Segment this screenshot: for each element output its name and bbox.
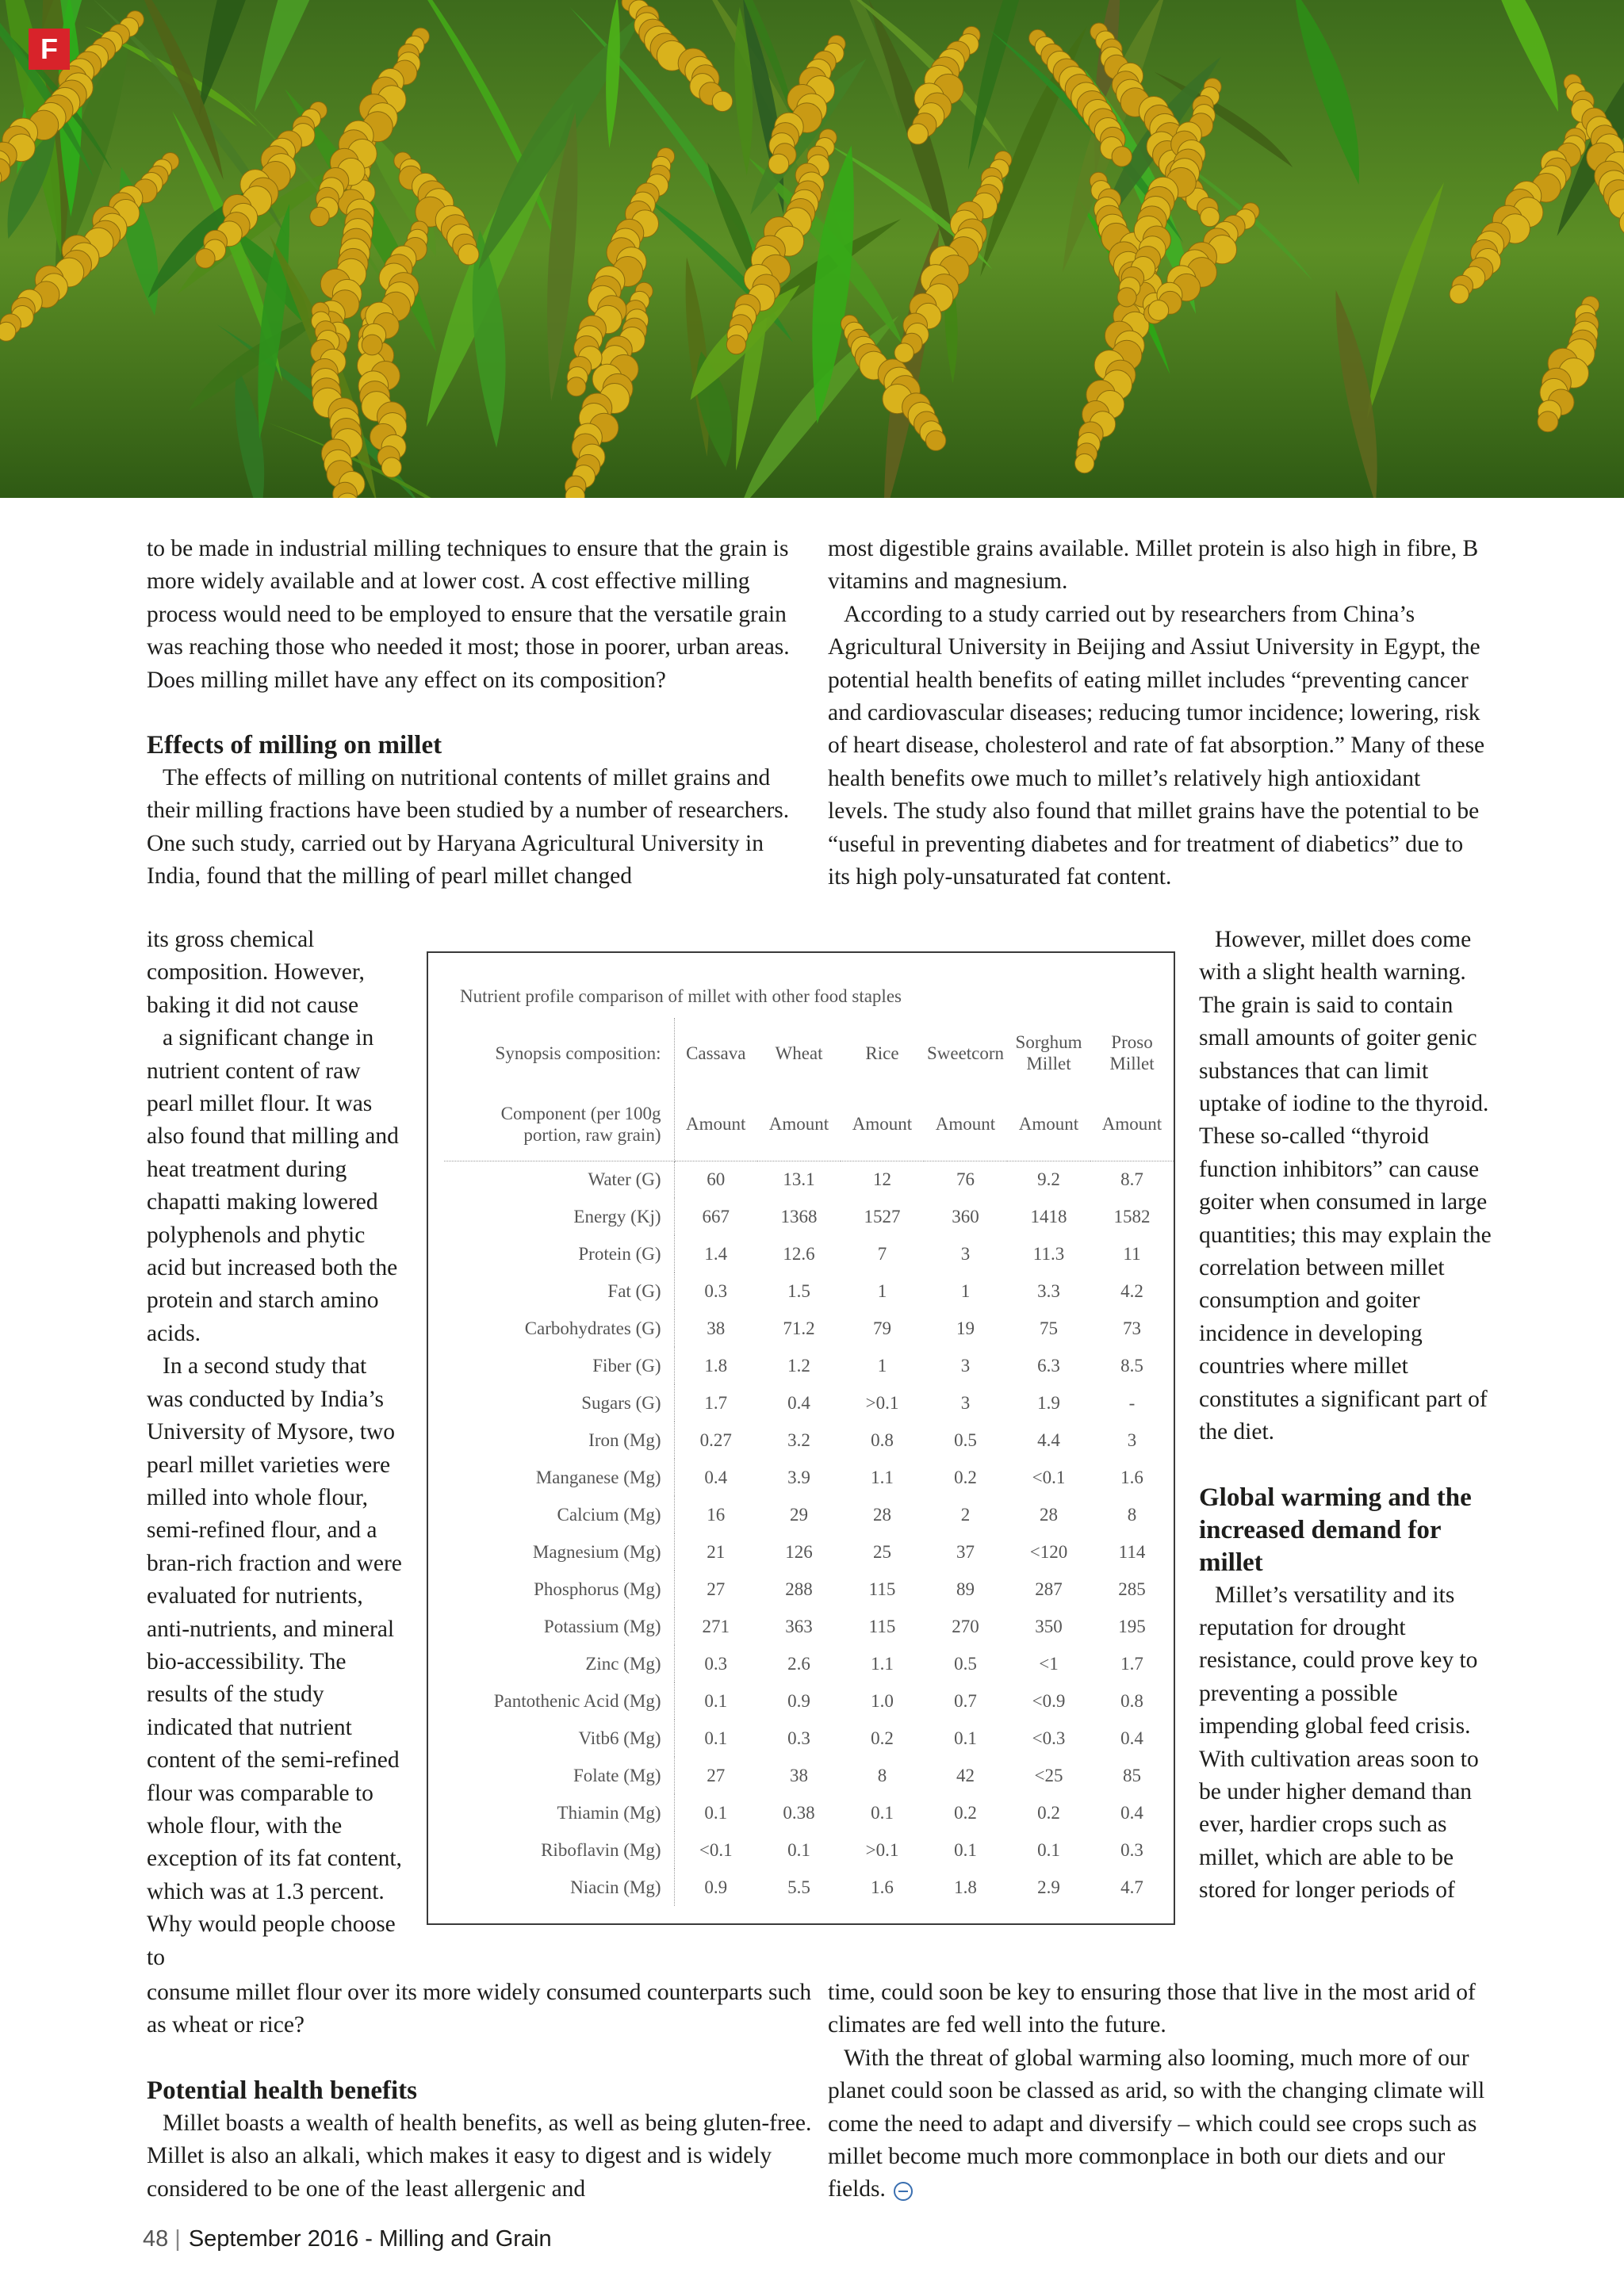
table-row (444, 1272, 1174, 1310)
row-label: Calcium (Mg) (444, 1496, 674, 1533)
amount-header: Amount (1090, 1088, 1174, 1161)
table-row (444, 1235, 1174, 1272)
table-cell: 350 (1035, 1616, 1063, 1636)
table-cell: 28 (1040, 1504, 1058, 1525)
table-header-row (444, 1018, 1174, 1088)
amount-header: Amount (1007, 1088, 1090, 1161)
heading-global-warming: Global warming and the increased demand for millet (1199, 1483, 1472, 1577)
table-cell: 4.4 (1037, 1429, 1060, 1450)
table-cell: 285 (1118, 1578, 1146, 1599)
table-cell: 0.4 (787, 1392, 810, 1413)
table-cell: 11 (1123, 1243, 1141, 1264)
table-cell: 0.2 (954, 1467, 977, 1487)
page-number: 48 (143, 2226, 169, 2252)
table-cell: >0.1 (865, 1839, 899, 1860)
paragraph-text: With the threat of global warming also looming, much more of our planet could soon be classed as arid, so with the changing climate will come the need to adapt and diversify – which could see crops such as millet become much more commonplace in both our diets and our fields. (828, 2045, 1485, 2202)
row-label: Water (G) (444, 1161, 674, 1198)
table-cell: 13.1 (783, 1169, 815, 1189)
table-row (444, 1831, 1174, 1869)
row-label: Fiber (G) (444, 1347, 674, 1384)
table-cell: 0.5 (954, 1429, 977, 1450)
table-cell: 0.1 (871, 1802, 894, 1823)
table-cell: 1 (960, 1280, 971, 1301)
paragraph (828, 2042, 1486, 2206)
section-badge: F (29, 29, 70, 70)
millet-field-illustration (0, 0, 1624, 498)
table-cell: 0.3 (1120, 1839, 1143, 1860)
table-cell: <0.1 (699, 1839, 733, 1860)
table-cell: 3.9 (787, 1467, 810, 1487)
row-label: Folate (Mg) (444, 1757, 674, 1794)
paragraph: According to a study carried out by researchers from China’s Agricultural University in Beijing and Assiut University in Egypt, the potential health benefits of eating millet includes “preventing cancer and cardiovascular diseases; reducing tumor incidence; lowering, risk of heart disease, cholesterol and rate of fat absorption.” Many of these health benefits owe much to millet’s relatively high antioxidant levels. The study also found that millet grains have the potential to be “useful in preventing diabetes and for treatment of diabetics” due to its high poly-unsaturated fat content. (828, 601, 1485, 890)
row-label: Sugars (G) (444, 1384, 674, 1422)
table-cell: 271 (702, 1616, 730, 1636)
table-cell: 71.2 (783, 1318, 815, 1338)
row-label: Zinc (Mg) (444, 1645, 674, 1682)
table-cell: 114 (1118, 1541, 1146, 1562)
table-cell: 1.8 (954, 1877, 977, 1897)
table-cell: 0.4 (704, 1467, 728, 1487)
table-cell: 1.6 (871, 1877, 894, 1897)
table-row (444, 1161, 1174, 1198)
table-cell: 115 (868, 1616, 896, 1636)
table-cell: 2.9 (1037, 1877, 1060, 1897)
table-cell: 8 (877, 1765, 887, 1785)
table-row (444, 1757, 1174, 1794)
table-cell: >0.1 (865, 1392, 899, 1413)
table-cell: 0.1 (704, 1728, 728, 1748)
table-cell: 0.27 (699, 1429, 732, 1450)
table-cell: 6.3 (1037, 1355, 1060, 1376)
table-cell: 363 (785, 1616, 813, 1636)
table-cell: 19 (956, 1318, 975, 1338)
table-cell: 1.8 (704, 1355, 728, 1376)
table-cell: 0.1 (954, 1728, 977, 1748)
paragraph: Millet’s versatility and its reputation for drought resistance, could prove key to preventing a possible impending global feed crisis. With cultivation areas soon to be under higher demand than ever, hardier crops such as millet, which are able to be stored for longer periods of (1199, 1582, 1479, 1904)
table-cell: 21 (707, 1541, 726, 1562)
table-row (444, 1682, 1174, 1720)
table-cell: 2.6 (787, 1653, 810, 1674)
table-cell: <0.1 (1032, 1467, 1066, 1487)
column-header: Rice (865, 1043, 899, 1063)
table-cell: 195 (1118, 1616, 1146, 1636)
table-cell: 9.2 (1037, 1169, 1060, 1189)
table-cell: 1582 (1113, 1206, 1151, 1226)
table-cell: 0.8 (1120, 1690, 1143, 1711)
table-cell: 8.5 (1120, 1355, 1143, 1376)
table-cell: <120 (1029, 1541, 1068, 1562)
table-cell: 0.38 (783, 1802, 815, 1823)
column-narrow-left (147, 924, 408, 1974)
table-cell: 0.1 (954, 1839, 977, 1860)
row-label: Protein (G) (444, 1235, 674, 1272)
table-cell: 12.6 (783, 1243, 815, 1264)
table-cell: 7 (877, 1243, 887, 1264)
table-cell: 60 (707, 1169, 726, 1189)
table-cell: 1.0 (871, 1690, 894, 1711)
table-cell: 667 (702, 1206, 730, 1226)
table-cell: 1.4 (704, 1243, 728, 1264)
column-top-left (147, 533, 813, 894)
table-cell: 16 (707, 1504, 726, 1525)
table-cell: <0.9 (1032, 1690, 1066, 1711)
table-cell: 3.3 (1037, 1280, 1060, 1301)
paragraph: However, millet does come with a slight health warning. The grain is said to contain small amounts of goiter genic substances that can limit uptake of iodine to the thyroid. These so-called “thyroid function inhibitors” can cause goiter when consumed in large quantities; this may explain the correlation between millet consumption and goiter incidence in developing countries where millet constitutes a significant part of the diet. (1199, 927, 1492, 1445)
row-label: Thiamin (Mg) (444, 1794, 674, 1831)
table-row (444, 1608, 1174, 1645)
heading-health-benefits: Potential health benefits (147, 2076, 417, 2105)
table-cell: <25 (1034, 1765, 1063, 1785)
row-label: Riboflavin (Mg) (444, 1831, 674, 1869)
table-cell: 0.8 (871, 1429, 894, 1450)
table-cell: 0.1 (704, 1690, 728, 1711)
nutrient-table-box (427, 951, 1175, 1925)
table-cell: 0.2 (1037, 1802, 1060, 1823)
end-of-article-icon (894, 2182, 913, 2201)
table-cell: 115 (868, 1578, 896, 1599)
table-cell: <0.3 (1032, 1728, 1066, 1748)
table-cell: 1.1 (871, 1467, 894, 1487)
paragraph: to be made in industrial milling techniques to ensure that the grain is more widely available and at lower cost. A cost effective milling process would need to be employed to ensure that the versatile grain was reaching those who needed it most; those in poorer, urban areas. Does milling millet have any effect on its composition? (147, 536, 790, 693)
component-label: Component (per 100g portion, raw grain) (444, 1088, 674, 1161)
table-cell: 27 (707, 1765, 726, 1785)
table-cell: 73 (1123, 1318, 1141, 1338)
hero-photo-millet-field (0, 0, 1624, 498)
table-cell: 3 (1127, 1429, 1137, 1450)
table-cell: 360 (952, 1206, 979, 1226)
synopsis-label: Synopsis composition: (444, 1018, 674, 1088)
table-cell: 3.2 (787, 1429, 810, 1450)
column-bottom-right (828, 1976, 1486, 2206)
table-cell: 11.3 (1032, 1243, 1065, 1264)
amount-header: Amount (924, 1088, 1007, 1161)
table-cell: 38 (790, 1765, 808, 1785)
paragraph: Millet boasts a wealth of health benefits, as well as being gluten-free. Millet is also an alkali, which makes it easy to digest and is widely considered to be one of the least allergenic and (147, 2110, 812, 2202)
table-row (444, 1869, 1174, 1906)
table-cell: 28 (873, 1504, 891, 1525)
table-cell: 38 (707, 1318, 726, 1338)
table-cell: 76 (956, 1169, 975, 1189)
nutrient-table (444, 1018, 1174, 1906)
table-cell: 270 (952, 1616, 979, 1636)
column-header: Wheat (775, 1043, 823, 1063)
table-cell: 1.9 (1037, 1392, 1060, 1413)
column-bottom-left (147, 1976, 813, 2206)
table-caption: Nutrient profile comparison of millet with other food staples (460, 986, 902, 1006)
row-label: Magnesium (Mg) (444, 1533, 674, 1571)
table-row (444, 1384, 1174, 1422)
table-cell: 1418 (1030, 1206, 1067, 1226)
table-row (444, 1459, 1174, 1496)
table-cell: 79 (873, 1318, 891, 1338)
table-cell: 0.2 (954, 1802, 977, 1823)
row-label: Iron (Mg) (444, 1422, 674, 1459)
paragraph: a significant change in nutrient content of raw pearl millet flour. It was also found that milling and heat treatment during chapatti making lowered polyphenols and phytic acid but increased both the protein and starch amino acids. (147, 1025, 399, 1346)
column-header: Sorghum Millet (1015, 1032, 1082, 1073)
table-cell: 75 (1040, 1318, 1058, 1338)
table-cell: 25 (873, 1541, 891, 1562)
table-cell: 2 (960, 1504, 971, 1525)
table-cell: 5.5 (787, 1877, 810, 1897)
paragraph: The effects of milling on nutritional contents of millet grains and their milling fractions have been studied by a number of researchers. One such study, carried out by Haryana Agricultural University in India, found that the milling of pearl millet changed (147, 765, 790, 890)
table-cell: 1.6 (1120, 1467, 1143, 1487)
table-cell: 89 (956, 1578, 975, 1599)
page-footer (143, 2226, 552, 2252)
table-cell: 3 (960, 1392, 971, 1413)
table-cell: 0.9 (704, 1877, 728, 1897)
row-label: Energy (Kj) (444, 1198, 674, 1235)
table-cell: 0.3 (787, 1728, 810, 1748)
table-cell: 0.3 (704, 1653, 728, 1674)
table-cell: 37 (956, 1541, 975, 1562)
footer-separator: | (174, 2226, 181, 2252)
table-cell: 0.7 (954, 1690, 977, 1711)
paragraph: consume millet flour over its more widely consumed counterparts such as wheat or rice? (147, 1980, 812, 2038)
table-row (444, 1310, 1174, 1347)
amount-header: Amount (757, 1088, 841, 1161)
table-row (444, 1794, 1174, 1831)
issue-title: September 2016 - Milling and Grain (188, 2226, 552, 2252)
table-cell: 0.1 (704, 1802, 728, 1823)
row-label: Potassium (Mg) (444, 1608, 674, 1645)
table-row (444, 1496, 1174, 1533)
paragraph: time, could soon be key to ensuring those that live in the most arid of climates are fed well into the future. (828, 1980, 1476, 2038)
amount-header: Amount (674, 1088, 757, 1161)
table-cell: 1.1 (871, 1653, 894, 1674)
table-cell: 287 (1035, 1578, 1063, 1599)
paragraph: In a second study that was conducted by India’s University of Mysore, two pearl millet varieties were milled into whole flour, semi-refined flour, and a bran-rich fraction and were evaluated for nutrients, anti-nutrients, and mineral bio-accessibility. The results of the study indicated that nutrient content of the semi-refined flour was comparable to whole flour, with the exception of its fat content, which was at 1.3 percent. Why would people choose to (147, 1353, 402, 1970)
table-cell: 0.5 (954, 1653, 977, 1674)
row-label: Niacin (Mg) (444, 1869, 674, 1906)
table-cell: 1368 (780, 1206, 818, 1226)
amount-header: Amount (841, 1088, 924, 1161)
table-cell: 126 (785, 1541, 813, 1562)
table-cell: 1527 (864, 1206, 901, 1226)
table-row (444, 1422, 1174, 1459)
table-cell: 0.3 (704, 1280, 728, 1301)
column-header: Sweetcorn (926, 1043, 1005, 1063)
row-label: Phosphorus (Mg) (444, 1571, 674, 1608)
row-label: Carbohydrates (G) (444, 1310, 674, 1347)
table-cell: 85 (1123, 1765, 1141, 1785)
table-cell: 1.7 (1120, 1653, 1143, 1674)
table-cell: 1.2 (787, 1355, 810, 1376)
row-label: Pantothenic Acid (Mg) (444, 1682, 674, 1720)
table-row (444, 1720, 1174, 1757)
table-cell: 0.2 (871, 1728, 894, 1748)
table-cell: 8.7 (1120, 1169, 1143, 1189)
table-row (444, 1645, 1174, 1682)
column-narrow-right (1199, 924, 1492, 1908)
table-cell: 0.4 (1120, 1802, 1143, 1823)
table-cell: <1 (1039, 1653, 1059, 1674)
table-cell: 1 (877, 1280, 887, 1301)
paragraph: its gross chemical composition. However, baking it did not cause (147, 927, 365, 1018)
table-row (444, 1347, 1174, 1384)
table-cell: 3 (960, 1243, 971, 1264)
paragraph: most digestible grains available. Millet protein is also high in fibre, B vitamins and magnesium. (828, 536, 1479, 595)
table-cell: 12 (873, 1169, 891, 1189)
table-cell: 1.7 (704, 1392, 728, 1413)
column-header: Cassava (686, 1043, 746, 1063)
table-cell: 42 (956, 1765, 975, 1785)
table-subheader-row (444, 1088, 1174, 1161)
table-row (444, 1198, 1174, 1235)
table-cell: 0.1 (787, 1839, 810, 1860)
table-cell: 0.1 (1037, 1839, 1060, 1860)
table-cell: 27 (707, 1578, 726, 1599)
table-cell: 8 (1127, 1504, 1137, 1525)
table-cell: 4.2 (1120, 1280, 1143, 1301)
row-label: Manganese (Mg) (444, 1459, 674, 1496)
table-cell: 3 (960, 1355, 971, 1376)
column-top-right (828, 533, 1486, 894)
table-cell: 0.9 (787, 1690, 810, 1711)
row-label: Vitb6 (Mg) (444, 1720, 674, 1757)
heading-effects-of-milling: Effects of milling on millet (147, 731, 442, 760)
table-cell: 1 (877, 1355, 887, 1376)
row-label: Fat (G) (444, 1272, 674, 1310)
table-cell: 288 (785, 1578, 813, 1599)
table-cell: 1.5 (787, 1280, 810, 1301)
table-cell: 0.4 (1120, 1728, 1143, 1748)
column-header: Proso Millet (1109, 1032, 1155, 1073)
table-row (444, 1571, 1174, 1608)
table-cell: 4.7 (1120, 1877, 1143, 1897)
table-cell: 29 (790, 1504, 808, 1525)
table-cell: - (1128, 1392, 1136, 1413)
table-row (444, 1533, 1174, 1571)
